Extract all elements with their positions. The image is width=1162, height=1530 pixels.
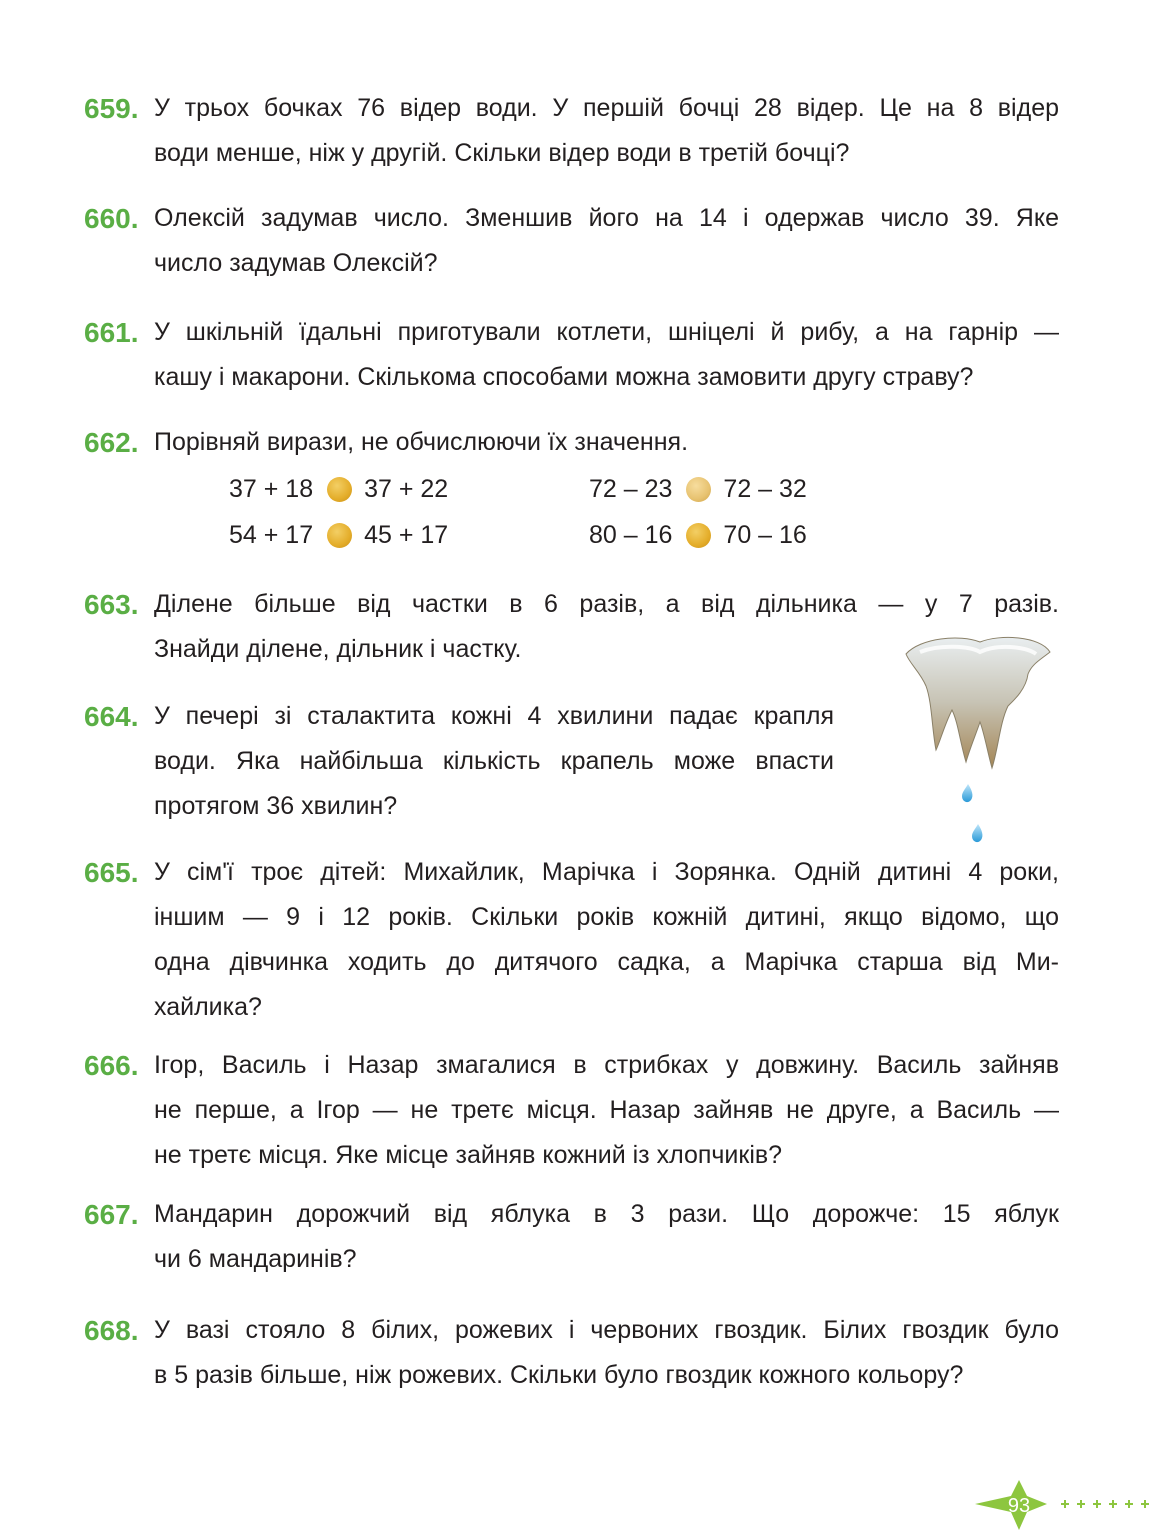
text-line: іншим — 9 і 12 років. Скільки років кожній дитині, якщо відомо, що — [154, 903, 1059, 931]
problem-number: 668. — [84, 1315, 139, 1346]
comparison-circle-icon[interactable] — [327, 523, 352, 548]
problem-number: 662. — [84, 427, 139, 458]
problem-text — [154, 86, 1059, 176]
problem-text — [154, 1308, 1059, 1398]
stalactite-icon — [900, 630, 1052, 852]
expression-right: 72 – 32 — [723, 475, 807, 503]
text-line: У печері зі сталактита кожні 4 хвилини падає крапля — [154, 702, 834, 730]
problem-number: 667. — [84, 1199, 139, 1230]
problem-664 — [84, 694, 834, 829]
text-line: в 5 разів більше, ніж рожевих. Скільки було гвоздик кожного кольору? — [154, 1361, 964, 1389]
text-line: число задумав Олексій? — [154, 249, 438, 277]
problem-665 — [84, 850, 1059, 1030]
expression-comparison — [589, 517, 807, 553]
problem-668 — [84, 1308, 1059, 1398]
comparison-circle-icon[interactable] — [686, 477, 711, 502]
problem-number: 664. — [84, 701, 139, 732]
text-line: чи 6 мандаринів? — [154, 1245, 357, 1273]
text-line: У сім'ї троє дітей: Михайлик, Марічка і Зорянка. Одній дитині 4 роки, — [154, 858, 1059, 886]
expression-left: 80 – 16 — [589, 521, 673, 549]
page-number: 93 — [1007, 1495, 1031, 1517]
expression-right: 70 – 16 — [723, 521, 807, 549]
badge-crosses-decoration — [1061, 1500, 1149, 1508]
problem-660 — [84, 196, 1059, 286]
problem-text — [154, 1192, 1059, 1282]
problem-661 — [84, 310, 1059, 400]
problem-text — [154, 694, 834, 829]
expression-comparison — [229, 517, 448, 553]
text-line: одна дівчинка ходить до дитячого садка, а Марічка старша від Ми- — [154, 948, 1059, 976]
text-line: Ділене більше від частки в 6 разів, а від дільника — у 7 разів. — [154, 590, 1059, 618]
text-line: води. Яка найбільша кількість крапель може впасти — [154, 747, 834, 775]
problem-text — [154, 420, 1059, 465]
expression-left: 54 + 17 — [229, 521, 314, 549]
text-line: У шкільній їдальні приготували котлети, шніцелі й рибу, а на гарнір — — [154, 318, 1059, 346]
text-line: води менше, ніж у другій. Скільки відер води в третій бочці? — [154, 139, 850, 167]
text-line: протягом 36 хвилин? — [154, 792, 398, 820]
page-number-badge — [975, 1480, 1155, 1530]
comparison-circle-icon[interactable] — [327, 477, 352, 502]
problem-text — [154, 196, 1059, 286]
expression-comparison — [229, 471, 448, 507]
problem-text — [154, 1043, 1059, 1178]
problem-667 — [84, 1192, 1059, 1282]
problem-text — [154, 850, 1059, 1030]
text-line: не перше, а Ігор — не третє місця. Назар зайняв не друге, а Василь — — [154, 1096, 1059, 1124]
text-line: не третє місця. Яке місце зайняв кожний із хлопчиків? — [154, 1141, 783, 1169]
expression-right: 45 + 17 — [364, 521, 449, 549]
problem-text — [154, 310, 1059, 400]
text-line: У вазі стояло 8 білих, рожевих і червоних гвоздик. Білих гвоздик було — [154, 1316, 1059, 1344]
text-line: хайлика? — [154, 993, 262, 1021]
problem-659 — [84, 86, 1059, 176]
text-line: У трьох бочках 76 відер води. У першій бочці 28 відер. Це на 8 відер — [154, 94, 1059, 122]
expression-right: 37 + 22 — [364, 475, 449, 503]
text-line: Порівняй вирази, не обчислюючи їх значення. — [154, 428, 689, 456]
text-line: Мандарин дорожчий від яблука в 3 рази. Що дорожче: 15 яблук — [154, 1200, 1059, 1228]
text-line: кашу і макарони. Скількома способами можна замовити другу страву? — [154, 363, 974, 391]
expression-left: 37 + 18 — [229, 475, 314, 503]
problem-number: 666. — [84, 1050, 139, 1081]
expression-comparison — [589, 471, 807, 507]
problem-number: 660. — [84, 203, 139, 234]
problem-number: 659. — [84, 93, 139, 124]
problem-number: 663. — [84, 589, 139, 620]
comparison-circle-icon[interactable] — [686, 523, 711, 548]
text-line: Олексій задумав число. Зменшив його на 14 і одержав число 39. Яке — [154, 204, 1059, 232]
problem-number: 665. — [84, 857, 139, 888]
text-line: Ігор, Василь і Назар змагалися в стрибках у довжину. Василь зайняв — [154, 1051, 1059, 1079]
problem-666 — [84, 1043, 1059, 1178]
problem-number: 661. — [84, 317, 139, 348]
problem-662 — [84, 420, 1059, 465]
text-line: Знайди ділене, дільник і частку. — [154, 635, 522, 663]
expression-left: 72 – 23 — [589, 475, 673, 503]
